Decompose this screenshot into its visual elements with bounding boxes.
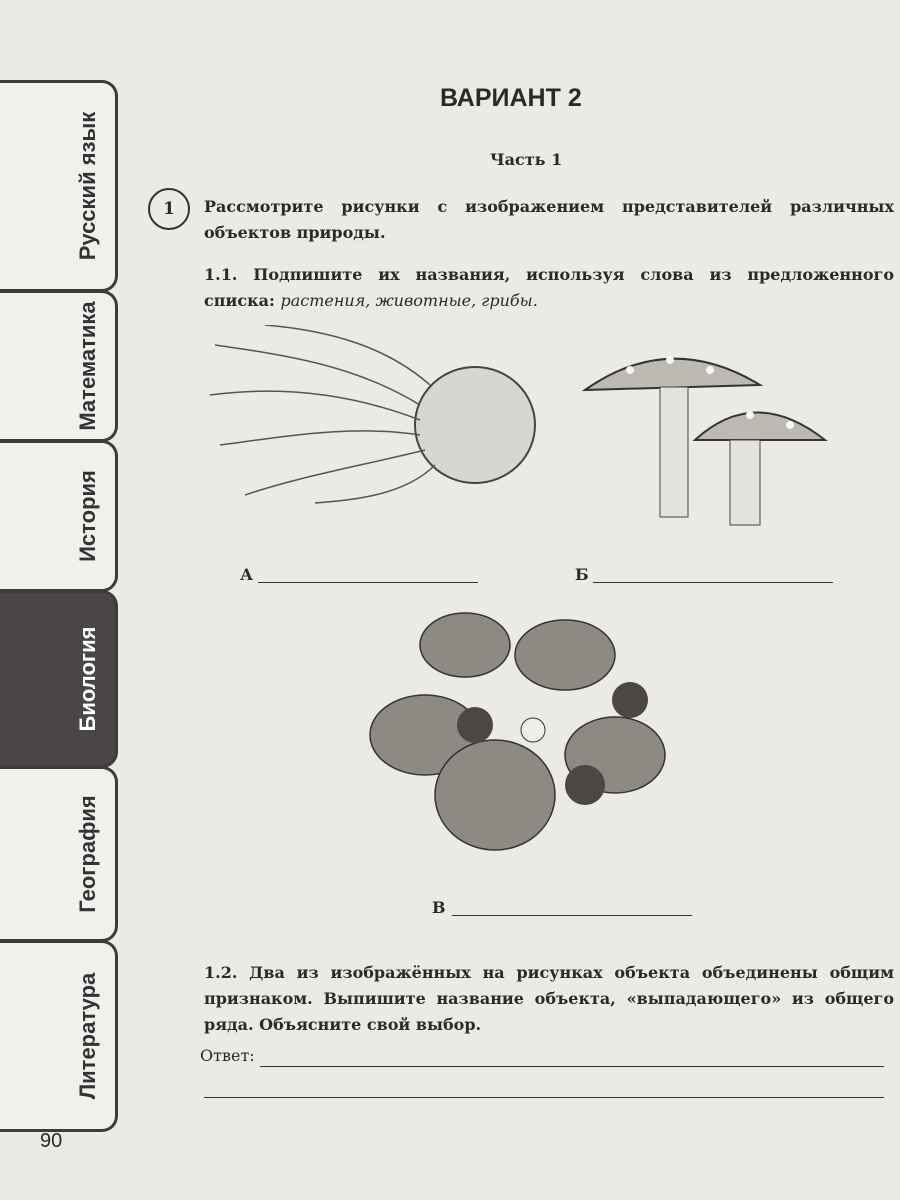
- tab-label: Математика: [75, 301, 100, 431]
- side-tab-math[interactable]: [0, 290, 118, 442]
- mushroom-illustration: [580, 345, 830, 530]
- task-text: Рассмотрите рисунки с изображением представителей различных объектов природы.: [204, 197, 894, 242]
- answer-label: Ответ:: [200, 1046, 255, 1065]
- side-tab-literature[interactable]: [0, 940, 118, 1132]
- q1-words: растения, животные, грибы.: [280, 291, 538, 310]
- label-a: А: [240, 565, 254, 584]
- label-b: Б: [575, 565, 589, 584]
- page-title: ВАРИАНТ 2: [440, 84, 582, 112]
- jellyfish-illustration: [205, 325, 540, 505]
- label-c: В: [432, 898, 446, 917]
- answer-line-c[interactable]: [452, 915, 692, 916]
- tab-label: Биология: [75, 626, 100, 732]
- tab-label: История: [75, 470, 100, 562]
- side-tab-biology[interactable]: [0, 590, 118, 768]
- answer-line-a[interactable]: [258, 582, 478, 583]
- tab-label: Русский язык: [75, 111, 100, 261]
- q1-text: 1.1. Подпишите их названия, используя слова из предложенного списка:: [204, 265, 894, 310]
- side-tab-history[interactable]: [0, 440, 118, 592]
- question-1-1: [204, 262, 894, 314]
- question-1-2: 1.2. Два из изображённых на рисунках объекта объединены общим признаком. Выпишите название объекта, «выпадающего» из общего ряда. Объясните свой выбор.: [204, 963, 894, 1034]
- answer-line-b[interactable]: [593, 582, 833, 583]
- page-number: 90: [40, 1130, 63, 1152]
- task-number: 1: [148, 188, 190, 230]
- answer-line-1[interactable]: [260, 1066, 884, 1067]
- side-tab-geography[interactable]: [0, 766, 118, 942]
- tab-label: География: [75, 795, 100, 913]
- answer-line-2[interactable]: [204, 1097, 884, 1098]
- strawberry-illustration: [365, 605, 670, 855]
- part-heading: Часть 1: [490, 150, 563, 169]
- side-tab-russian[interactable]: [0, 80, 118, 292]
- tab-label: Литература: [75, 972, 100, 1100]
